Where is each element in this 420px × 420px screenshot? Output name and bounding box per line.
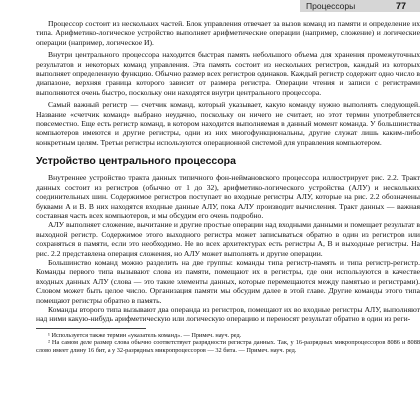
section-heading: Устройство центрального процессора <box>36 155 236 168</box>
footnote-1: ¹ Используется также термин «указатель команд». — Примеч. науч. ред. <box>48 331 242 339</box>
section-paragraph-4: Команды второго типа вызывают два операнда из регистров, помещают их во входные регистры АЛУ, выполняют над ними какую-нибудь арифметическую или логическую операцию и переносят результат обратно в один из реги- <box>36 304 420 324</box>
page-header <box>0 0 420 13</box>
page-body <box>36 19 420 355</box>
section-paragraph-2: АЛУ выполняет сложение, вычитание и другие простые операции над входными данными и помещает результат в выходной регистр. Содержимое этого выходного регистра может записываться обратно в один из регистров или сохраняться в памяти, если это необходимо. Не во всех архитектурах есть регистры A, B и выходные регистры. На рис. 2.2 представлена операция сложения, но АЛУ может выполнять и другие операции. <box>36 220 420 258</box>
page-number: 77 <box>396 1 407 11</box>
section-paragraph-1: Внутреннее устройство тракта данных типичного фон-неймановского процессора иллюстрирует рис. 2.2. Тракт данных состоит из регистров (обычно от 1 до 32), арифметико-логического устройства (АЛУ) и нескольких соединительных шин. Содержимое регистров поступает во входные регистры АЛУ, которые на рис. 2.2 обозначены буквами A и B. В них находятся входные данные АЛУ, пока АЛУ производит вычисления. Тракт данных — важная составная часть всех компьютеров, и мы обсудим его очень подробно. <box>36 173 420 220</box>
footnote-divider <box>36 328 146 329</box>
intro-paragraph-1: Процессор состоит из нескольких частей. Блок управления отвечает за вызов команд из памяти и определение их типа. Арифметико-логическое устройство выполняет арифметические операции (например, сложение) и логические операции (например, логическое И). <box>36 19 420 47</box>
intro-paragraph-2: Внутри центрального процессора находится быстрая память небольшого объема для хранения промежуточных результатов и некоторых команд управления. Эта память состоит из нескольких регистров, каждый из которых выполняет определенную функцию. Обычно размер всех регистров одинаков. Каждый регистр содержит одно число в диапазоне, верхняя граница которого зависит от размера регистра. Операции чтения и записи с регистрами выполняются очень быстро, поскольку они находятся внутри центрального процессора. <box>36 50 420 97</box>
section-paragraph-3: Большинство команд можно разделить на две группы: команды типа регистр-память и типа регистр-регистр. Команды первого типа вызывают слова из памяти, помещают их в регистры, где они используются в качестве входных данных АЛУ (слова — это такие элементы данных, которые перемещаются между памятью и регистрами). Словом может быть целое число. Организация памяти мы обсудим далее в этой главе. Другие команды этого типа помещают регистры обратно в память. <box>36 257 420 305</box>
running-section-title: Процессоры <box>306 1 356 11</box>
footnote-2: ² На самом деле размер слова обычно соответствует разрядности регистра данных. Так, у 16-разрядных микропроцессоров 8086 и 8088 слово имеет длину 16 бит, а у 32-разрядных микропроцессоров — 32 бита. — Примеч. науч. ред. <box>36 339 420 354</box>
intro-paragraph-3: Самый важный регистр — счетчик команд, который указывает, какую команду нужно выполнять следующей. Название «счетчик команд» выбрано неудачно, поскольку он ничего не считает, но этот термин употребляется повсеместно. Еще есть регистр команд, в котором находится выполняемая в данный момент команда. У большинства компьютеров имеются и другие регистры, одни из них многофункциональны, другие служат лишь каким-либо конкретным целям. Третьи регистры используются операционной системой для управления компьютером. <box>36 100 420 147</box>
